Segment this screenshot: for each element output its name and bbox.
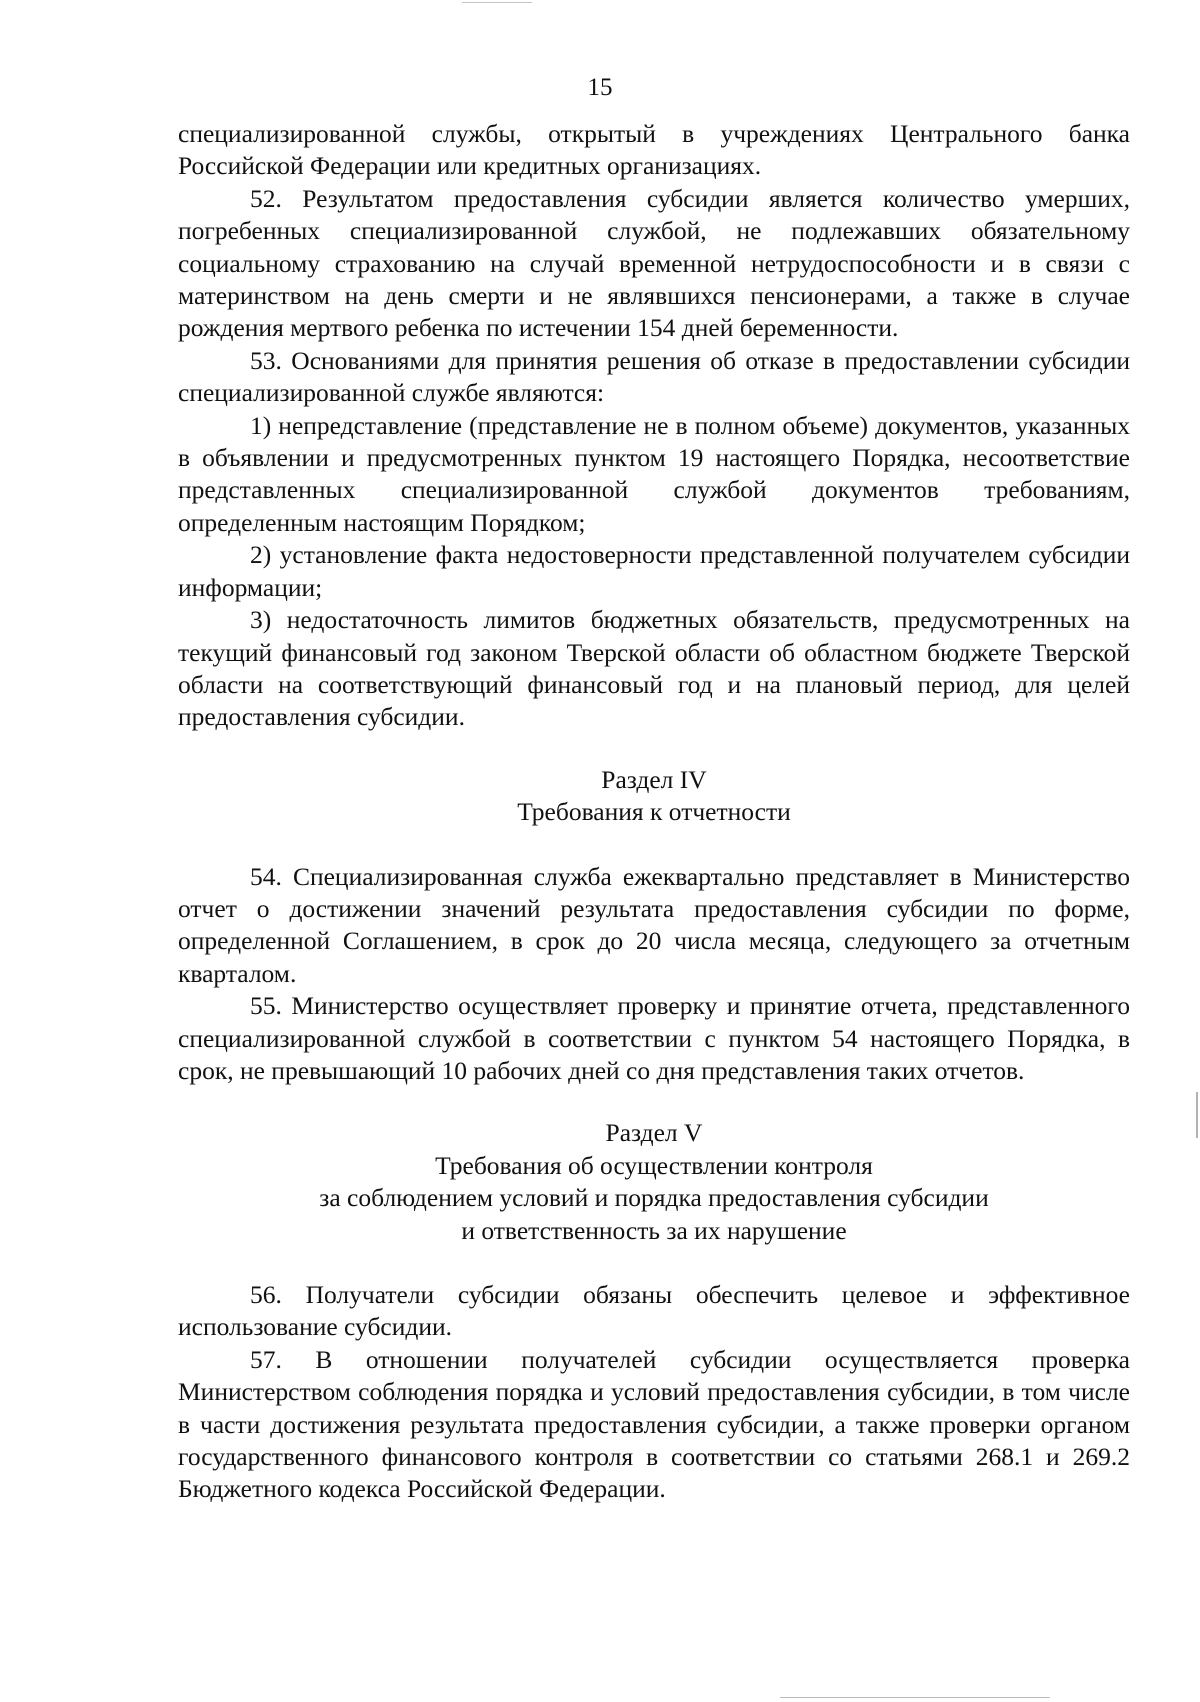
paragraph-52: 52. Результатом предоставления субсидии является количество умерших, погребенных специализированной службой, не подлежавших обязательному социальному страхованию на случай временной нетрудоспособности и в связи с материнством на день смерти и не являвшихся пенсионерами, а также в случае рождения мертвого ребенка по истечении 154 дней беременности.: [178, 183, 1130, 343]
paragraph-55: 55. Министерство осуществляет проверку и принятие отчета, представленного специализированной службой в соответствии с пунктом 54 настоящего Порядка, в срок, не превышающий 10 рабочих дней со дня представления таких отчетов.: [178, 991, 1130, 1085]
paragraph-53-item-2: 2) установление факта недостоверности представленной получателем субсидии информации;: [178, 540, 1130, 602]
section-4-label: Раздел IV: [601, 764, 707, 794]
section-5-title-line-3: и ответственность за их нарушение: [461, 1215, 847, 1245]
spacer: [178, 1247, 1130, 1279]
paragraph-53-item-3: 3) недостаточность лимитов бюджетных обязательств, предусмотренных на текущий финансовый год законом Тверской области об областном бюджете Тверской области на соответствующий финансовый год и на плановый период, для целей предоставления субсидии.: [178, 605, 1130, 732]
paragraph-57: 57. В отношении получателей субсидии осуществляется проверка Министерством соблюдения порядка и условий предоставления субсидии, в том числе в части достижения результата предоставления субсидии, а также проверки органом государственного финансового контроля в соответствии со статьями 268.1 и 269.2 Бюджетного кодекса Российской Федерации.: [178, 1344, 1130, 1504]
section-4-title: Требования к отчетности: [517, 797, 791, 827]
paragraph-53: 53. Основаниями для принятия решения об отказе в предоставлении субсидии специализированной службе являются:: [178, 345, 1130, 408]
spacer: [178, 734, 1130, 764]
paragraph-continuation: специализированной службы, открытый в учреждениях Центрального банка Российской Федерации или кредитных организациях.: [178, 119, 1130, 181]
spacer: [178, 1087, 1130, 1117]
scan-artifact-right: [1196, 1092, 1198, 1138]
spacer: [178, 829, 1130, 861]
section-5-title-line-1: Требования об осуществлении контроля: [435, 1150, 873, 1180]
paragraph-56: 56. Получатели субсидии обязаны обеспечить целевое и эффективное использование субсидии.: [178, 1280, 1130, 1342]
section-5-title-line-2: за соблюдением условий и порядка предоставления субсидии: [319, 1183, 989, 1213]
page-number: 15: [587, 74, 613, 101]
section-5-heading: [178, 1117, 1130, 1247]
section-4-heading: [178, 764, 1130, 829]
scan-artifact-bottom: [780, 1697, 1050, 1698]
paragraph-53-item-1: 1) непредставление (представление не в полном объеме) документов, указанных в объявлении и предусмотренных пунктом 19 настоящего Порядка, несоответствие представленных специализированной службой документов требованиям, определенным настоящим Порядком;: [178, 410, 1130, 537]
scan-artifact-top: [462, 2, 532, 3]
document-body: [178, 118, 1130, 1506]
paragraph-54: 54. Специализированная служба ежеквартально представляет в Министерство отчет о достижении значений результата предоставления субсидии по форме, определенной Соглашением, в срок до 20 числа месяца, следующего за отчетным кварталом.: [178, 861, 1130, 988]
section-5-label: Раздел V: [605, 1118, 703, 1148]
